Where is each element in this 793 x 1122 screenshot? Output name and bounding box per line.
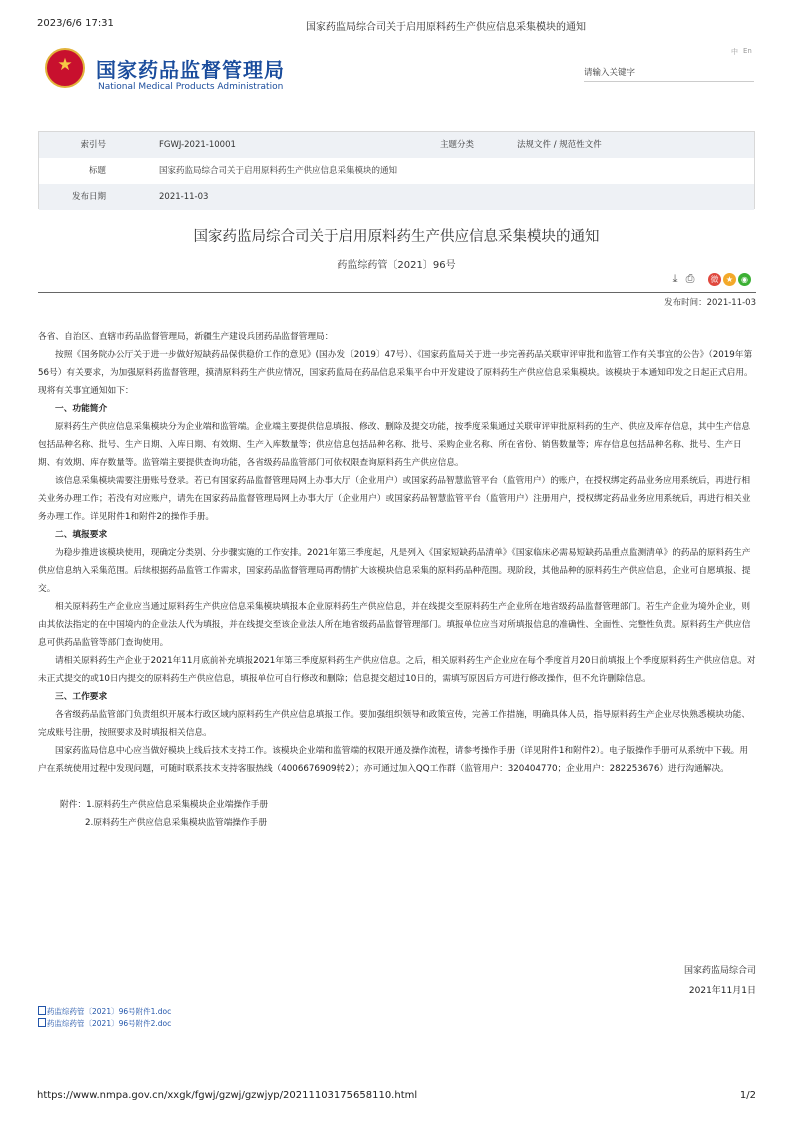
meta-label: 发布日期 (71, 192, 106, 202)
doc-file-icon (38, 1006, 46, 1015)
print-datetime: 2023/6/6 17:31 (37, 18, 114, 29)
section-heading: 一、功能简介 (55, 404, 108, 414)
paragraph: 相关原料药生产企业应当通过原料药生产供应信息采集模块填报本企业原料药生产供应信息，并在线提交至原料药生产企业所在地省级药品监督管理部门。若生产企业为境外企业，则由其依法指定的在中国境内的企业法人代为填报，并在线提交至该企业法人所在地省级药品监督管理部门。填报单位应当对所填报信息的准确性、全面性、完整性负责。原料药生产供应信息可供药品监管等部门查询使用。 (38, 602, 751, 648)
sign-date: 2021年11月1日 (688, 986, 756, 996)
print-icon[interactable]: ⎙ (685, 272, 695, 285)
meta-label: 索引号 (80, 140, 106, 150)
site-name[interactable]: 国家药品监督管理局 (96, 58, 285, 82)
wechat-share-icon[interactable]: ◉ (738, 273, 751, 286)
doc-file-icon (38, 1018, 46, 1027)
intro-paragraph: 按照《国务院办公厅关于进一步做好短缺药品保供稳价工作的意见》(国办发〔2019〕47号）、《国家药监局关于进一步完善药品关联审评审批和监管工作有关事宜的公告》（2019年第56号）有关要求，为加强原料药监督管理，摸清原料药生产供应情况，国家药监局在药品信息采集平台中开发建设了原料药生产供应信息采集模块。该模块于本通知印发之日起正式启用。现将有关事宜通知如下： (38, 350, 753, 396)
meta-title-value: 国家药监局综合司关于启用原料药生产供应信息采集模块的通知 (159, 166, 398, 176)
attachment-link-label[interactable]: 药监综药管〔2021〕96号附件1.doc (47, 1007, 172, 1016)
document-number: 药监综药管〔2021〕96号 (337, 260, 456, 271)
print-url: https://www.nmpa.gov.cn/xxgk/fgwj/gzwj/gzwjyp/20211103175658110.html (37, 1090, 418, 1101)
meta-date-value: 2021-11-03 (159, 192, 209, 202)
meta-row (39, 158, 754, 184)
section-heading: 二、填报要求 (55, 530, 108, 540)
document-meta-table (38, 131, 755, 209)
document-body (38, 328, 756, 832)
lang-zh-link[interactable]: 中 (731, 48, 738, 56)
meta-index-value: FGWJ-2021-10001 (159, 140, 236, 150)
paragraph: 原料药生产供应信息采集模块分为企业端和监管端。企业端主要提供信息填报、修改、删除及提交功能，按季度采集通过关联审评审批原料药的生产、供应及库存信息，其中生产信息包括品种名称、批号、生产日期、入库日期、有效期、生产入库数量等；供应信息包括品种名称、批号、采购企业名称、所在省份、销售数量等；库存信息包括品种名称、批号、生产日期、有效期、库存数量等。监管端主要提供查询功能，各省级药品监管部门可依权限查询原料药生产供应信息。 (38, 422, 750, 468)
lang-en-link[interactable]: En (743, 47, 752, 55)
paragraph: 请相关原料药生产企业于2021年11月底前补充填报2021年第三季度原料药生产供应信息。之后，相关原料药生产企业应在每个季度首月20日前填报上个季度原料药生产供应信息。对未正式提交的或10日内提交的原料药生产供应信息，填报单位可自行修改和删除；信息提交超过10日的，需填写原因后方可进行修改操作，但不允许删除信息。 (38, 656, 756, 684)
meta-row (39, 132, 754, 158)
meta-row (39, 184, 754, 210)
addressee: 各省、自治区、直辖市药品监督管理局，新疆生产建设兵团药品监督管理局： (38, 332, 334, 342)
qzone-share-icon[interactable]: ★ (723, 273, 736, 286)
attachment-link-1[interactable] (38, 1006, 171, 1017)
print-page: 1/2 (739, 1090, 756, 1101)
meta-category-value: 法规文件 / 规范性文件 (517, 140, 602, 150)
publish-date: 发布时间：2021-11-03 (664, 298, 756, 308)
search-input[interactable] (584, 64, 754, 82)
attachment-line: 2.原料药生产供应信息采集模块监管端操作手册 (85, 818, 268, 828)
site-name-en[interactable]: National Medical Products Administration (98, 82, 284, 92)
paragraph: 为稳步推进该模块使用，现确定分类别、分步骤实施的工作安排。2021年第三季度起，凡是列入《国家短缺药品清单》《国家临床必需易短缺药品重点监测清单》的药品的原料药生产供应信息纳入采集范围。后续根据药品监管工作需求，国家药品监督管理局再酌情扩大该模块信息采集的原料药品种范围。现阶段，其他品种的原料药生产供应信息，企业可自愿填报、提交。 (38, 548, 751, 594)
attachment-link-label[interactable]: 药监综药管〔2021〕96号附件2.doc (47, 1019, 172, 1028)
document-title: 国家药监局综合司关于启用原料药生产供应信息采集模块的通知 (193, 229, 600, 245)
attachment-line: 附件：1.原料药生产供应信息采集模块企业端操作手册 (60, 800, 269, 810)
section-heading: 三、工作要求 (55, 692, 108, 702)
weibo-share-icon[interactable]: 微 (708, 273, 721, 286)
paragraph: 该信息采集模块需要注册账号登录。若已有国家药品监督管理局网上办事大厅（企业用户）或国家药品智慧监管平台（监管用户）的账户，在授权绑定药品业务应用系统后，再进行相关业务办理工作；若没有对应账户，请先在国家药品监督管理局网上办事大厅（企业用户）或国家药品智慧监管平台（监管用户）注册用户，授权绑定药品业务应用系统后，再进行相关业务办理工作。详见附件1和附件2的操作手册。 (38, 476, 751, 522)
print-title: 国家药监局综合司关于启用原料药生产供应信息采集模块的通知 (306, 22, 586, 33)
paragraph: 国家药监局信息中心应当做好模块上线后技术支持工作。该模块企业端和监管端的权限开通及操作流程，请参考操作手册（详见附件1和附件2）。电子版操作手册可从系统中下载。用户在系统使用过程中发现问题，可随时联系技术支持客服热线（4006676909转2）；亦可通过加入QQ工作群（监管用户：320404770；企业用户：282253676）进行沟通解决。 (38, 746, 749, 774)
meta-label: 标题 (88, 166, 106, 176)
divider (38, 292, 756, 293)
signer: 国家药监局综合司 (683, 966, 756, 976)
download-icon[interactable]: ⤓ (672, 272, 678, 285)
meta-label: 主题分类 (439, 140, 474, 150)
paragraph: 各省级药品监管部门负责组织开展本行政区域内原料药生产供应信息填报工作。要加强组织领导和政策宣传，完善工作措施，明确具体人员，指导原料药生产企业尽快熟悉模块功能、完成账号注册，按照要求及时填报相关信息。 (38, 710, 750, 738)
national-emblem-icon[interactable] (45, 48, 85, 88)
attachment-link-2[interactable] (38, 1018, 171, 1029)
